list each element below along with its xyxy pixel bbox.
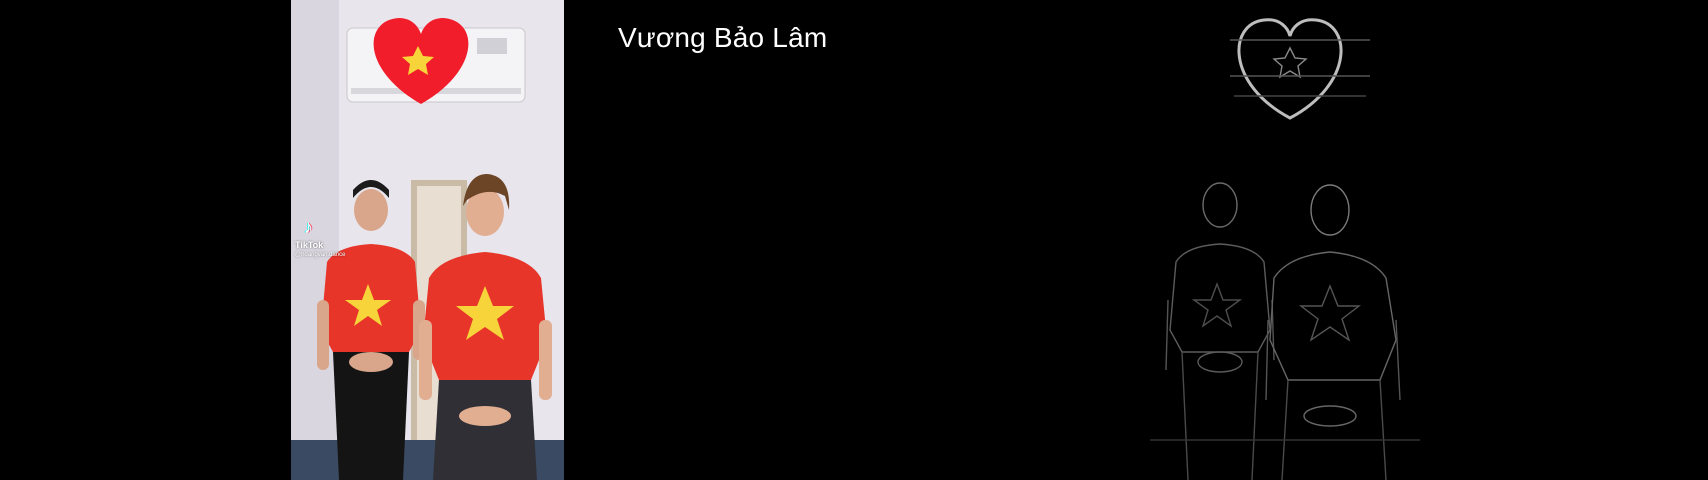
tiktok-watermark (295, 218, 365, 258)
edge-detection-frame (1140, 0, 1430, 480)
caption-name: Vương Bảo Lâm (618, 22, 828, 53)
tiktok-handle-label: @hoangvan.dance (295, 252, 346, 258)
heart-outline-icon (1239, 20, 1341, 118)
music-note-icon: ♪ (304, 217, 313, 237)
edge-outline-image (1140, 0, 1430, 480)
tiktok-brand-label: TikTok (295, 240, 324, 250)
dance-video-frame[interactable] (291, 0, 564, 480)
